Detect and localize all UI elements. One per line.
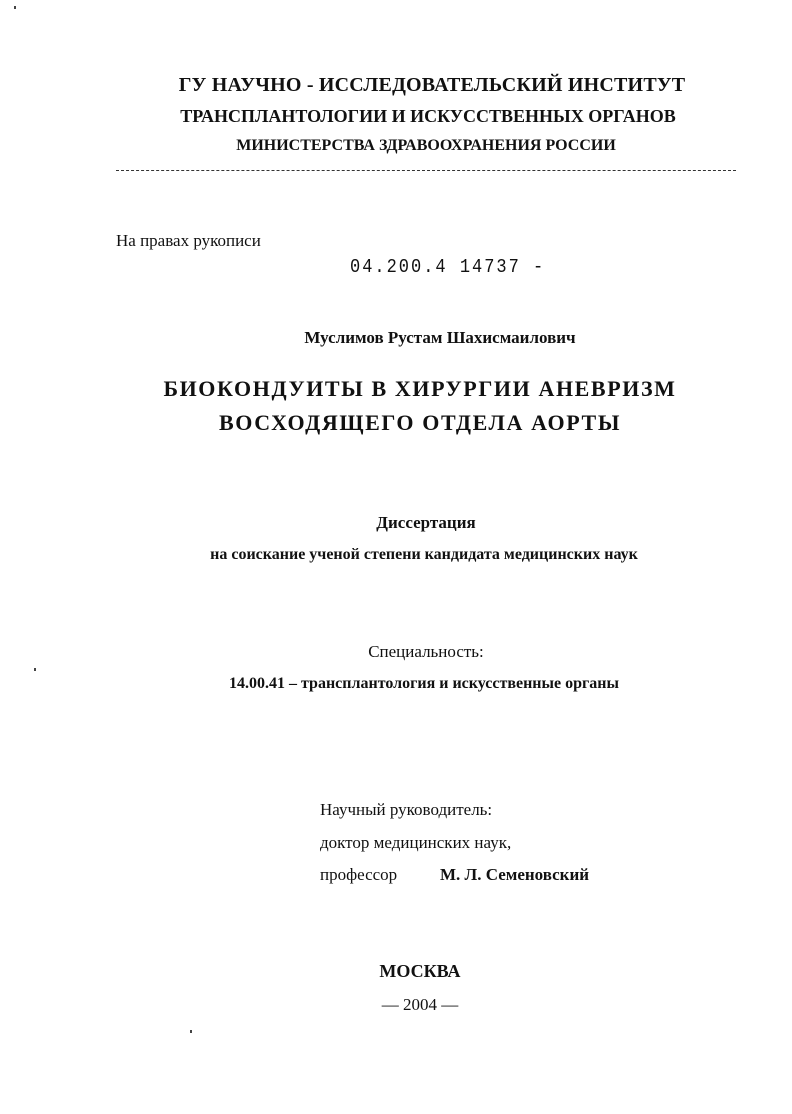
scan-speck <box>14 6 16 9</box>
registration-code: 04.200.4 14737 - <box>350 257 546 279</box>
dissertation-label: Диссертация <box>376 513 476 532</box>
author-name: Муслимов Рустам Шахисмаилович <box>304 328 576 347</box>
institute-name-line-2: ТРАНСПЛАНТОЛОГИИ И ИСКУССТВЕННЫХ ОРГАНОВ <box>180 106 676 126</box>
scan-speck <box>34 668 36 671</box>
specialty-value: 14.00.41 – трансплантология и искусственные органы <box>229 675 619 692</box>
institute-name-line-3: МИНИСТЕРСТВА ЗДРАВООХРАНЕНИЯ РОССИИ <box>236 137 616 154</box>
supervisor-rank: профессор <box>320 865 398 884</box>
supervisor-degree: доктор медицинских наук, <box>320 833 512 852</box>
dashed-divider <box>116 170 736 171</box>
thesis-title-line-1: БИОКОНДУИТЫ В ХИРУРГИИ АНЕВРИЗМ <box>163 376 677 401</box>
thesis-title-line-2: ВОСХОДЯЩЕГО ОТДЕЛА АОРТЫ <box>218 410 622 435</box>
city: МОСКВА <box>379 961 461 981</box>
degree-description: на соискание ученой степени кандидата медицинских наук <box>210 546 638 563</box>
supervisor-name: М. Л. Семеновский <box>440 865 590 884</box>
year: — 2004 — <box>381 995 459 1014</box>
supervisor-label: Научный руководитель: <box>320 800 493 819</box>
specialty-label: Специальность: <box>368 642 484 661</box>
institute-name-line-1: ГУ НАУЧНО - ИССЛЕДОВАТЕЛЬСКИЙ ИНСТИТУТ <box>178 74 686 96</box>
manuscript-rights-note: На правах рукописи <box>116 231 261 250</box>
scan-speck <box>190 1030 192 1033</box>
